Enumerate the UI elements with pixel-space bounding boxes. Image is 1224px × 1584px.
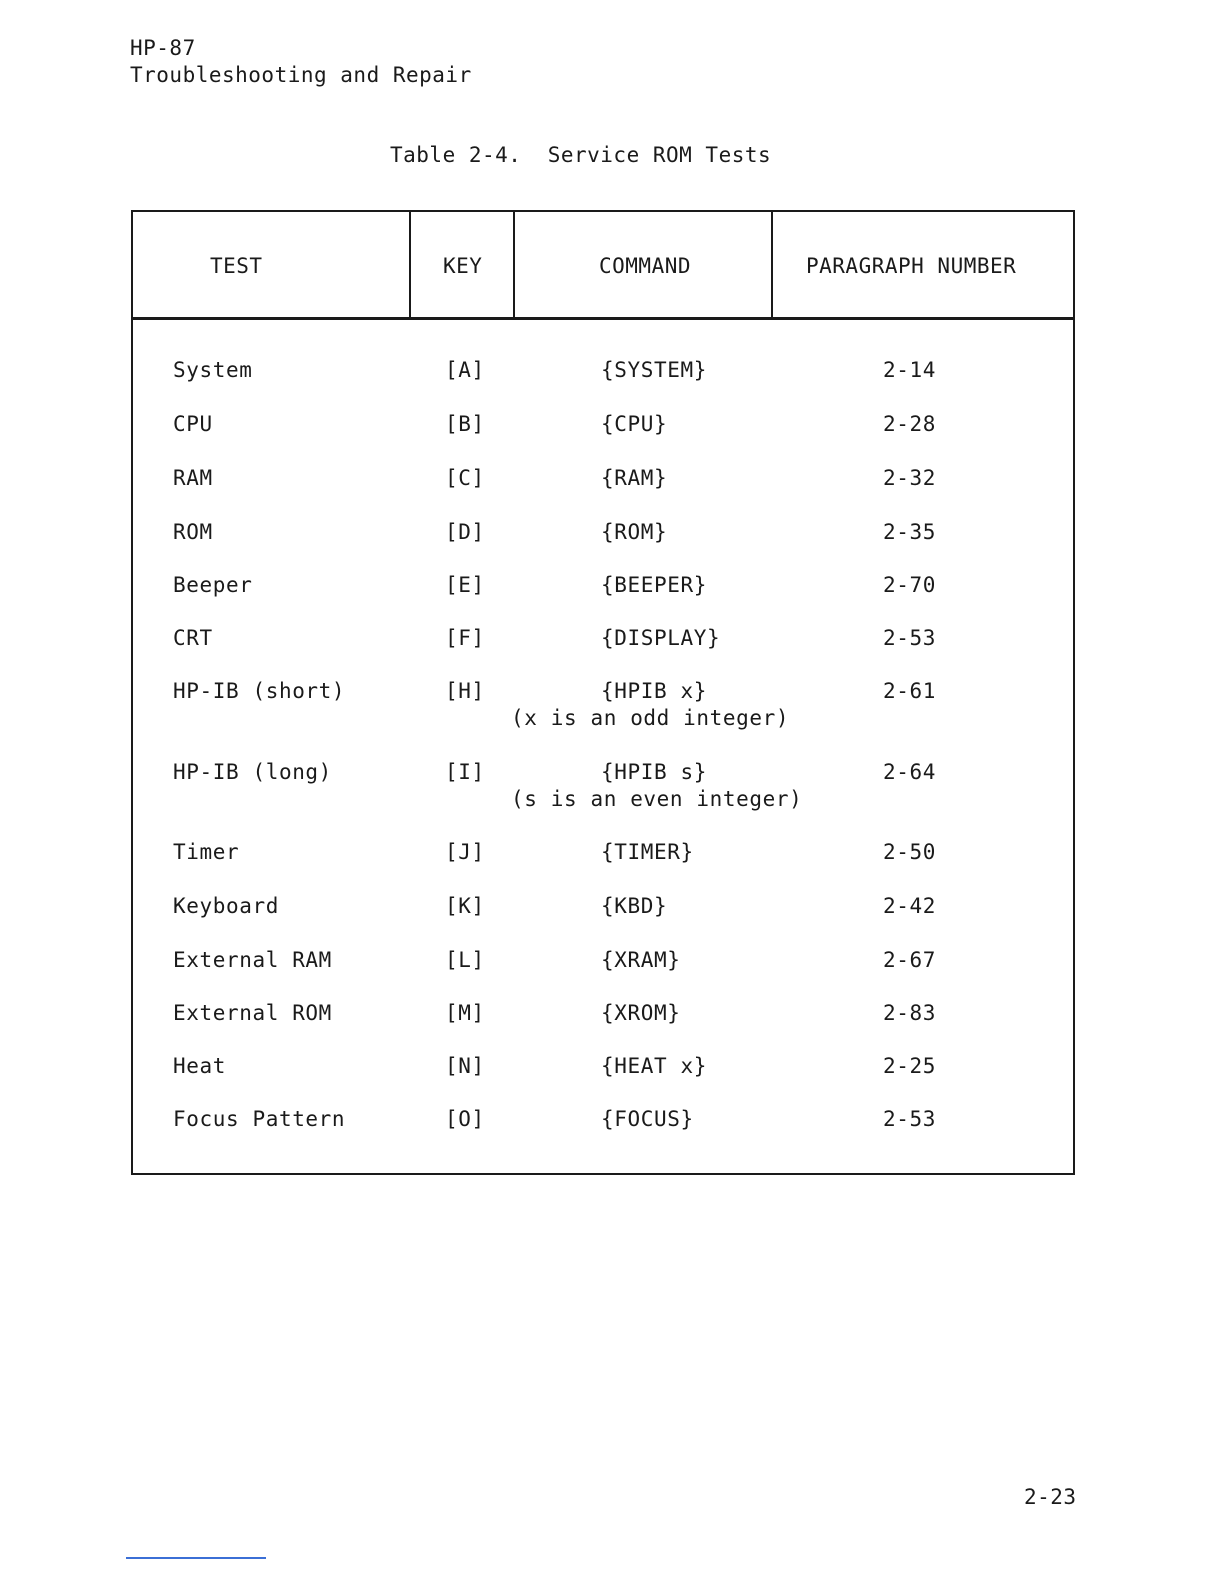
row-command: {HPIB s} bbox=[601, 760, 707, 784]
footer-rule bbox=[126, 1557, 266, 1559]
row-paragraph-number: 2-83 bbox=[883, 1001, 936, 1025]
row-test: External ROM bbox=[173, 1001, 332, 1025]
document-product-name: HP-87 bbox=[130, 36, 196, 60]
row-command-note: (s is an even integer) bbox=[511, 787, 803, 811]
row-paragraph-number: 2-64 bbox=[883, 760, 936, 784]
row-key: [E] bbox=[445, 573, 485, 597]
row-test: HP-IB (long) bbox=[173, 760, 332, 784]
column-divider bbox=[771, 212, 773, 320]
row-key: [H] bbox=[445, 679, 485, 703]
page-number: 2-23 bbox=[1024, 1485, 1077, 1509]
row-paragraph-number: 2-42 bbox=[883, 894, 936, 918]
row-paragraph-number: 2-61 bbox=[883, 679, 936, 703]
column-divider bbox=[409, 212, 411, 320]
column-header-test: TEST bbox=[210, 254, 263, 278]
row-key: [A] bbox=[445, 358, 485, 382]
column-header-command: COMMAND bbox=[599, 254, 692, 278]
row-command-note: (x is an odd integer) bbox=[511, 706, 790, 730]
row-paragraph-number: 2-70 bbox=[883, 573, 936, 597]
row-key: [C] bbox=[445, 466, 485, 490]
column-header-paragraph-number: PARAGRAPH NUMBER bbox=[806, 254, 1017, 278]
row-command: {SYSTEM} bbox=[601, 358, 707, 382]
row-test: CRT bbox=[173, 626, 213, 650]
row-test: HP-IB (short) bbox=[173, 679, 346, 703]
row-command: {XRAM} bbox=[601, 948, 681, 972]
row-paragraph-number: 2-50 bbox=[883, 840, 936, 864]
row-key: [N] bbox=[445, 1054, 485, 1078]
row-command: {BEEPER} bbox=[601, 573, 707, 597]
row-test: Beeper bbox=[173, 573, 253, 597]
row-key: [D] bbox=[445, 520, 485, 544]
column-divider bbox=[513, 212, 515, 320]
row-key: [F] bbox=[445, 626, 485, 650]
row-paragraph-number: 2-28 bbox=[883, 412, 936, 436]
service-rom-tests-table bbox=[131, 210, 1075, 1175]
row-command: {FOCUS} bbox=[601, 1107, 694, 1131]
row-command: {RAM} bbox=[601, 466, 668, 490]
row-command: {KBD} bbox=[601, 894, 668, 918]
row-command: {DISPLAY} bbox=[601, 626, 721, 650]
row-command: {XROM} bbox=[601, 1001, 681, 1025]
row-paragraph-number: 2-53 bbox=[883, 626, 936, 650]
row-test: RAM bbox=[173, 466, 213, 490]
row-paragraph-number: 2-14 bbox=[883, 358, 936, 382]
row-command: {TIMER} bbox=[601, 840, 694, 864]
row-key: [J] bbox=[445, 840, 485, 864]
column-header-key: KEY bbox=[443, 254, 483, 278]
row-key: [L] bbox=[445, 948, 485, 972]
row-key: [O] bbox=[445, 1107, 485, 1131]
row-test: External RAM bbox=[173, 948, 332, 972]
row-test: Timer bbox=[173, 840, 240, 864]
table-header-row bbox=[133, 212, 1073, 320]
row-paragraph-number: 2-32 bbox=[883, 466, 936, 490]
row-test: ROM bbox=[173, 520, 213, 544]
row-test: Focus Pattern bbox=[173, 1107, 346, 1131]
document-section-name: Troubleshooting and Repair bbox=[130, 63, 472, 87]
row-paragraph-number: 2-25 bbox=[883, 1054, 936, 1078]
row-key: [B] bbox=[445, 412, 485, 436]
row-command: {ROM} bbox=[601, 520, 668, 544]
row-test: Heat bbox=[173, 1054, 226, 1078]
row-test: Keyboard bbox=[173, 894, 279, 918]
row-test: CPU bbox=[173, 412, 213, 436]
row-key: [I] bbox=[445, 760, 485, 784]
row-paragraph-number: 2-53 bbox=[883, 1107, 936, 1131]
row-command: {HEAT x} bbox=[601, 1054, 707, 1078]
row-command: {CPU} bbox=[601, 412, 668, 436]
row-key: [M] bbox=[445, 1001, 485, 1025]
row-paragraph-number: 2-35 bbox=[883, 520, 936, 544]
row-key: [K] bbox=[445, 894, 485, 918]
row-test: System bbox=[173, 358, 253, 382]
table-title: Table 2-4. Service ROM Tests bbox=[390, 143, 772, 167]
row-paragraph-number: 2-67 bbox=[883, 948, 936, 972]
row-command: {HPIB x} bbox=[601, 679, 707, 703]
